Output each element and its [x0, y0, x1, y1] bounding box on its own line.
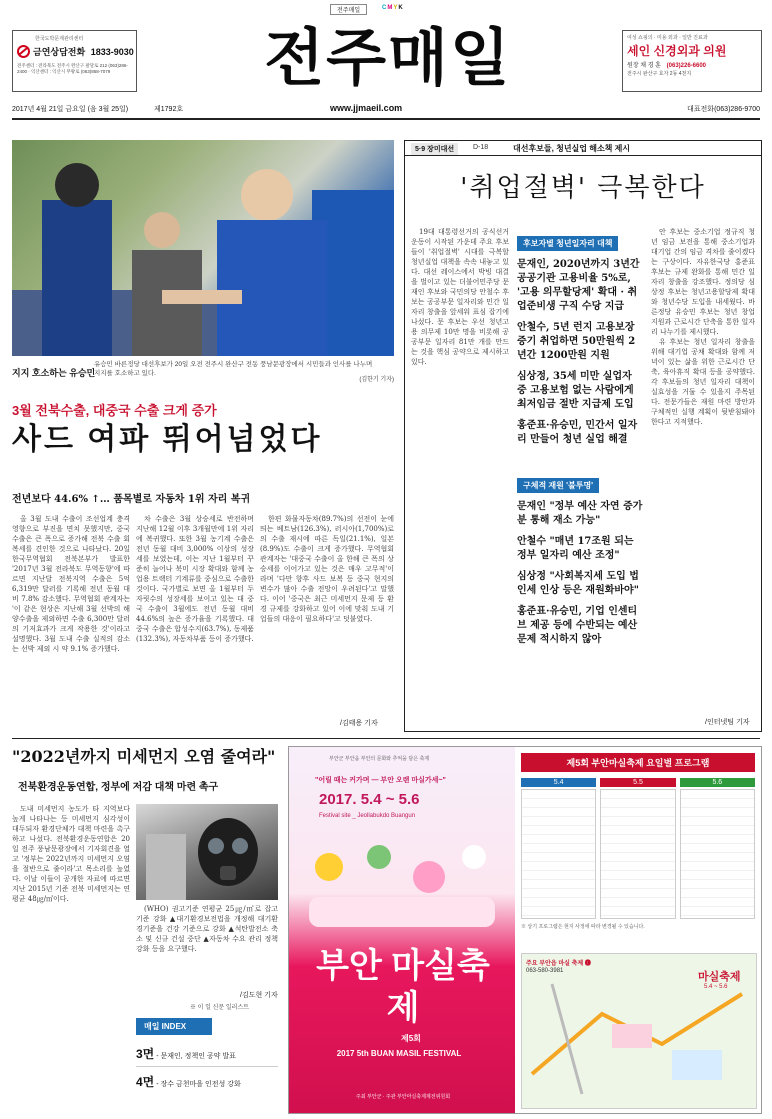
dust-photo-caption: ※ 이 일 신문 일러스트: [190, 1005, 250, 1011]
festival-ad: [288, 746, 762, 1114]
schedule-columns: [521, 778, 755, 919]
masthead-rule: [12, 118, 760, 120]
jobs-section: 5·9 장미대선: [411, 143, 458, 155]
jobs-sidebox1-item: 문재인, 2020년까지 3년간 공공기관 고용비율 5%로, '고용 의무할당제' 확대 · 취업준비생 구직 수당 지급: [517, 259, 640, 312]
ad-right-contact: [623, 59, 761, 70]
jobs-headline: '취업절벽' 극복한다: [460, 173, 706, 203]
jobs-byline: /인터넷팀 기자: [705, 719, 750, 726]
photo-main-credit: (김한기 기자): [359, 377, 394, 383]
masthead-url[interactable]: www.jjmaeil.com: [330, 103, 403, 113]
ad-left-body: 전주센터 : 전라북도 전주시 완산구 팔달로 212 (063)286-2400 · 익산센터 : 익산시 무왕로 (063)858-7079: [17, 63, 128, 74]
photo-main: [12, 140, 394, 356]
jobs-col2: [651, 227, 755, 707]
masthead-date: 2017년 4월 21일 금요일 (음 3월 25일): [12, 106, 129, 113]
jobs-sidebox2-item: 심상정 "사회복지세 도입 법인세 인상 등은 재원화바야": [517, 571, 639, 596]
jobs-section-title: 대선후보들, 청년실업 해소책 제시: [513, 144, 631, 153]
jobs-sidebox1-item: 안철수, 5년 런지 고용보장 증기 취업하면 50만원씩 2년간 1200만원 지원: [517, 322, 636, 361]
dust-byline: /김도현 기자: [240, 992, 278, 999]
poster-top: 부안군 부안읍 부안의 문화와 추억을 담은 축제: [329, 756, 430, 762]
ad-left-org: 한국도박문제관리센터: [35, 36, 84, 42]
poster-slogan: "어릴 때는 커가며 — 부안 오랜 마실가세~": [315, 777, 446, 784]
cmyk-dots: [382, 5, 403, 11]
ad-right-line1: 여성 쇼핑의 · 미용 외과 · 일반 진료과: [627, 35, 708, 41]
ad-left-headline-row: [33, 45, 134, 58]
index-item-page: 3면: [136, 1047, 155, 1061]
schedule-day-label: 5.4: [521, 778, 596, 787]
dust-photo: [136, 804, 278, 900]
dust-subhead: 전북환경운동연합, 정부에 저감 대책 마련 촉구: [18, 782, 219, 793]
cmyk-c: C: [382, 5, 387, 11]
poster-site: Festival site _ Jeollabukdo Buangun: [319, 813, 416, 819]
poster-dates: 2017. 5.4 ~ 5.6: [319, 791, 420, 808]
exports-col1-text: 올 3월 도내 수출이 조선업계 충격 영향으로 부진을 면치 못했지만, 중국 수출은 큰 폭으로 증가해 전북 수출 회복세를 견인한 것으로 나타났다. 20일 한국무역협회 전북본부가 발표한 '2017년 3월 전라북도 무역동향'에 따르면 지난달 전북지역 수출은 5억6,319만 달러를 기록해 전년 동월 대비 7.8% 감소했다. 무역협회 관계자는 '이 같은 현상은 지난해 3월 선박의 해양수출을 제외하면 수출 6,300만 달러의 기저효과가 크게 작용한 것'이라고 설명했다. 3월 도내 수출 실적의 감소는 선박 제외 시 약 9.1% 증가했다.: [12, 515, 130, 653]
jobs-sidebox2-item: 홍준표·유승민, 기업 인센티브 제공 등에 수반되는 예산문제 적시하지 않아: [517, 606, 638, 645]
poster-host: 주최 부안군 · 주관 부안마실축제제전위원회: [355, 1094, 451, 1100]
photo-main-caption-label: 지지 호소하는 유승민: [12, 368, 96, 378]
index-item[interactable]: [136, 1045, 278, 1067]
photo-main-caption: 유승민 바른정당 대선후보가 20일 오전 전주시 완산구 전동 풍남문광장에서 시민들과 인사를 나누며 지지를 호소하고 있다.: [94, 361, 373, 377]
no-smoking-icon: [17, 45, 30, 58]
schedule-day-label: 5.6: [680, 778, 755, 787]
exports-kicker: 3월 전북수출, 대중국 수출 크게 증가: [12, 403, 217, 418]
map-title: 주요 부안읍 마실 축제 ❶: [526, 961, 591, 967]
printer-strip: [330, 4, 440, 14]
dust-col1-text: 도내 미세먼지 농도가 타 지역보다 높게 나타나는 등 미세먼지 심각성이 대두되자 환경단체가 대책 마련을 촉구하고 나섰다. 전북환경운동연합은 20일 전주 풍남문광장에서 기자회견을 열고 '정부는 2022년까지 미세먼지 오염을 절반으로 줄이라'고 목소리를 높였다. 이날 이들이 공개한 자료에 따르면 지난 2015년 기준 전북 미세먼지는 연평균 48㎍/㎥이다.: [12, 805, 130, 903]
exports-headline: 사드 여파 뛰어넘었다: [12, 423, 323, 456]
strip-label: 전주매일: [330, 4, 367, 15]
ad-left-headline: 금연상담전화: [33, 47, 86, 57]
dust-col1: [12, 804, 130, 1112]
schedule-day-label: 5.5: [600, 778, 675, 787]
index-item-text: - 문재인, 정책인 공약 발표: [156, 1053, 236, 1060]
ad-left-box: [12, 30, 137, 92]
jobs-article: [404, 140, 762, 732]
index-title: 매일 INDEX: [136, 1018, 212, 1035]
map-mini-dates: 5.4 ~ 5.6: [704, 984, 728, 990]
ad-right-director: 원장 채 경 훈: [627, 63, 661, 69]
exports-byline: /김태용 기자: [340, 720, 378, 727]
exports-col3-text: 한편 화물자동차(89.7%)의 선전이 눈에 띄는 베트남(126.3%), 러시아(1,700%)로의 수출 재시에 따른 독일(21.1%), 일본(8.9%)도 수출이 크게 증가했다. 무역협회 관계자는 '대중국 수출이 올 한해 큰 폭의 상승세를 이어가고 있는 것은 매우 고무적'이라며 '다만 향후 사드 보복 등 중국 현지의 변수가 많아 수출 전망이 우려된다'고 말했다. 이어 '중국은 최근 미세먼지 문제 등 환경 규제를 강화하고 있어 이에 맞춰 도내 기업들의 대응이 필요하다'고 덧붙였다.: [260, 515, 394, 623]
exports-col2-text: 차 수출은 3월 상승세로 반전하며 지난해 12월 이후 3개월만에 1위 자리에 복귀했다. 또한 3월 농기계 수출은 전년 동월 대비 3,000% 이상의 성장세를 보였는데, 이는 지난 1월부터 꾸준히 늘어나 북미 시장 확대와 함께 농업용 트랙터 기계류를 중심으로 수출한 것이다. 국가별로 보면 올 1월부터 두 자릿수의 성장세를 보이고 있는 대 중국 수출이 3월에도 전년 동월 대비 44.6%의 높은 증가율을 기록했다. 대 중국 수출은 합성수지(63.7%), 동제품(132.3%), 자동차부품 등이 증가했다.: [136, 515, 254, 643]
dust-col2: [136, 904, 278, 996]
jobs-section-tag: D-18: [473, 144, 489, 151]
schedule-note: ※ 상기 프로그램은 현지 사정에 따라 변경될 수 있습니다.: [521, 924, 645, 930]
ad-right-addr: 전주시 완산구 효자 2동 4천지: [627, 71, 692, 77]
masthead-title: 전주매일: [264, 24, 512, 93]
exports-subhead: 전년보다 44.6% ↑… 품목별로 자동차 1위 자리 복귀: [12, 494, 251, 505]
jobs-col2-text: 안 후보는 중소기업 정규직 청년 임금 보전을 통해 중소기업과 대기업 간의 임금 격차를 줄이겠다는 구상이다. 자유한국당 홍준표 후보는 규제 완화를 통해 민간 일자리 창출을 강조했다. 정의당 심상정 후보는 청년고용할당제 확대와 청년수당 도입을 내세웠다. 바른정당 유승민 후보는 청년 창업 지원과 근로시간 단축을 통한 일자리 나누기를 제시했다.: [651, 228, 755, 336]
photo-main-illustration: [12, 140, 394, 356]
index-box: [136, 1018, 278, 1112]
schedule-title: 제5회 부안마실축제 요일별 프로그램: [521, 753, 755, 772]
dust-headline: "2022년까지 미세먼지 오염 줄여라": [12, 747, 276, 766]
jobs-sidebox2-title: 구체적 재원 '불투명': [517, 478, 599, 493]
masthead-phone: 대표전화(063)286-9700: [687, 106, 760, 113]
schedule-day: [680, 778, 755, 919]
map-mini-title: 마실축제: [698, 971, 741, 983]
dust-col2-text: (WHO) 권고기준 연평균 25㎍/㎥로 잡고 기준 강화 ▲대기환경보전법을 개정해 대기환경기준을 건강 기준으로 강화 ▲석탄발전소 축소 및 신규 건설 중단 ▲자동차 수요 관리 정책 강화 등을 요구했다.: [136, 905, 278, 953]
schedule-day: [521, 778, 596, 919]
masthead-issue: 제1792호: [154, 106, 184, 113]
mid-rule: [12, 738, 760, 739]
ad-right-brand: 세인 신경외과 의원: [627, 44, 727, 58]
exports-col3: [260, 514, 394, 714]
cmyk-k: K: [398, 5, 403, 11]
jobs-sidebox2-item: 안철수 "매년 17조원 되는 정부 일자리 예산 조정": [517, 536, 634, 561]
jobs-col1: [411, 227, 509, 717]
ad-right-phone: (063)226-6600: [666, 63, 707, 69]
index-item[interactable]: [136, 1073, 278, 1090]
festival-poster: [289, 747, 515, 1113]
jobs-col3-text: 유 후보는 청년 일자리 창출을 위해 대기업 공채 확대와 함께 저녁이 있는 삶을 위한 근로시간 단축, 육아휴직 확대 등을 공약했다. 각 후보들의 청년 일자리 대책이 실효성을 거둘 수 있을지 주목된다. 전문가들은 재원 마련 방안과 구체적인 실행 계획이 뒷받침돼야 한다고 지적했다.: [651, 338, 755, 426]
map-phone: 063-580-3981: [526, 968, 564, 974]
jobs-sidebox2-items: [517, 500, 643, 647]
jobs-sidebox1-item: 심상정, 35세 미만 실업자 중 고용보험 없는 사람에게 최저임금 절반 지급제 도입: [517, 371, 634, 410]
ad-left-number: 1833-9030: [90, 47, 134, 57]
cmyk-y: Y: [393, 5, 398, 11]
exports-col2: [136, 514, 254, 724]
jobs-sidebox1-title: 후보자별 청년일자리 대책: [517, 236, 618, 251]
festival-schedule: [521, 753, 755, 945]
masthead-dateline: [12, 104, 760, 116]
jobs-sidebox1: [517, 231, 643, 461]
poster-en: 2017 5th BUAN MASIL FESTIVAL: [336, 1049, 462, 1058]
poster-illustration: [289, 827, 515, 937]
cmyk-m: M: [387, 5, 393, 11]
schedule-day: [600, 778, 675, 919]
festival-map: [521, 953, 757, 1109]
ad-right-box: [622, 30, 762, 92]
jobs-section-bar: [405, 141, 761, 156]
index-item-text: - 장수 금천마을 인전성 강화: [156, 1081, 241, 1088]
photo-main-caption-row: [12, 358, 394, 386]
gas-mask-illustration: [136, 804, 278, 900]
jobs-sidebox2: [517, 473, 643, 713]
jobs-col1-text: 19대 대통령선거의 공식선거운동이 시작된 가운데 주요 후보들이 '취업절벽' 시대를 극복할 청년실업 대책을 속속 내놓고 있다. 대선 레이스에서 박빙 대결을 벌이고 있는 더불어민주당 문재인 후보와 국민의당 안철수 후보는 공공부문 일자리와 민간 일자리 창출을 앞세워 표심 잡기에 나섰다. 문 후보는 우선 청년고용 의무제 10만 명을 비롯해 공공부문 일자리 81만 개를 만드는 것을 핵심 공약으로 제시하고 있다.: [411, 228, 509, 366]
exports-col1: [12, 514, 130, 724]
jobs-sidebox2-item: 문재인 "정부 예산 자연 증가분 통해 재소 가능": [517, 501, 643, 526]
jobs-sidebox1-items: [517, 258, 643, 447]
jobs-sidebox1-item: 홍준표·유승민, 민간서 일자리 만들어 청년 실업 해결: [517, 420, 638, 445]
poster-title: 부안 마실축제: [316, 947, 490, 1027]
index-item-page: 4면: [136, 1075, 155, 1089]
poster-edition: 제5회: [401, 1034, 421, 1043]
